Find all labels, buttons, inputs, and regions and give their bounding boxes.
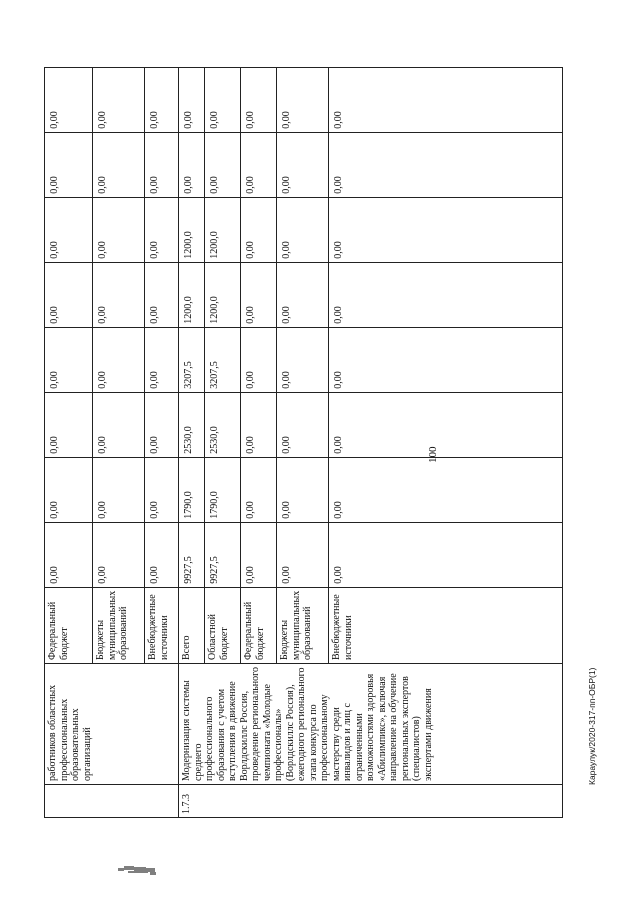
source-cell: Всего bbox=[179, 587, 205, 663]
source-cell: Бюджеты муниципальных образований bbox=[277, 587, 329, 663]
value-cell: 0,00 bbox=[145, 67, 179, 132]
value-cell: 0,00 bbox=[145, 327, 179, 392]
source-cell: Областной бюджет bbox=[205, 587, 241, 663]
value-cell: 0,00 bbox=[277, 132, 329, 197]
value-cell: 0,00 bbox=[93, 327, 145, 392]
value-cell: 0,00 bbox=[329, 197, 563, 262]
value-cell: 0,00 bbox=[93, 67, 145, 132]
value-cell: 9927,5 bbox=[179, 522, 205, 587]
value-cell: 0,00 bbox=[93, 197, 145, 262]
value-cell: 0,00 bbox=[45, 522, 93, 587]
value-cell: 1790,0 bbox=[205, 457, 241, 522]
source-cell: Внебюджетные источники bbox=[329, 587, 563, 663]
value-cell: 0,00 bbox=[93, 522, 145, 587]
value-cell: 0,00 bbox=[179, 132, 205, 197]
value-cell: 1200,0 bbox=[179, 197, 205, 262]
activity-name-cell: Модернизация системы среднего профессионального образования с учетом вступления в движение Ворлдскиллс Россия, проведение регионального чемпионата «Молодые профессионалы» (Ворлдскиллс Россия), ежегодного регионального этапа конкурса по профессиональному мастерству среди инвалидов и лиц с ограниченными возможностями здоровья «Абилимпикс», включая направление на обучение региональных экспертов (специалистов) экспертами движения bbox=[179, 664, 563, 785]
value-cell: 0,00 bbox=[277, 457, 329, 522]
page-number: 100 bbox=[427, 446, 439, 463]
value-cell: 0,00 bbox=[205, 132, 241, 197]
value-cell: 2530,0 bbox=[205, 392, 241, 457]
value-cell: 0,00 bbox=[329, 67, 563, 132]
value-cell: 0,00 bbox=[241, 197, 277, 262]
value-cell: 0,00 bbox=[277, 67, 329, 132]
value-cell: 0,00 bbox=[145, 392, 179, 457]
value-cell: 0,00 bbox=[241, 392, 277, 457]
value-cell: 0,00 bbox=[45, 197, 93, 262]
value-cell: 0,00 bbox=[45, 392, 93, 457]
index-cell: 1.7.3 bbox=[179, 785, 563, 818]
source-cell: Федеральный бюджет bbox=[45, 587, 93, 663]
value-cell: 9927,5 bbox=[205, 522, 241, 587]
source-cell: Внебюджетные источники bbox=[145, 587, 179, 663]
value-cell: 0,00 bbox=[145, 132, 179, 197]
value-cell: 0,00 bbox=[241, 132, 277, 197]
value-cell: 0,00 bbox=[241, 457, 277, 522]
value-cell: 1200,0 bbox=[205, 262, 241, 327]
value-cell: 0,00 bbox=[145, 522, 179, 587]
value-cell: 0,00 bbox=[241, 522, 277, 587]
source-cell: Бюджеты муниципальных образований bbox=[93, 587, 145, 663]
value-cell: 0,00 bbox=[241, 327, 277, 392]
value-cell: 0,00 bbox=[93, 457, 145, 522]
value-cell: 0,00 bbox=[329, 457, 563, 522]
value-cell: 0,00 bbox=[277, 262, 329, 327]
source-cell: Федеральный бюджет bbox=[241, 587, 277, 663]
value-cell: 0,00 bbox=[179, 67, 205, 132]
value-cell: 0,00 bbox=[277, 392, 329, 457]
value-cell: 3207,5 bbox=[179, 327, 205, 392]
value-cell: 0,00 bbox=[45, 457, 93, 522]
value-cell: 0,00 bbox=[45, 327, 93, 392]
value-cell: 0,00 bbox=[329, 132, 563, 197]
value-cell: 0,00 bbox=[45, 132, 93, 197]
value-cell: 0,00 bbox=[241, 262, 277, 327]
value-cell: 1200,0 bbox=[179, 262, 205, 327]
value-cell: 2530,0 bbox=[179, 392, 205, 457]
activity-name-cell: работников областных профессиональных образовательных организаций bbox=[45, 664, 179, 785]
value-cell: 0,00 bbox=[329, 392, 563, 457]
value-cell: 0,00 bbox=[93, 132, 145, 197]
value-cell: 0,00 bbox=[241, 67, 277, 132]
value-cell: 0,00 bbox=[93, 262, 145, 327]
value-cell: 0,00 bbox=[329, 522, 563, 587]
value-cell: 0,00 bbox=[93, 392, 145, 457]
value-cell: 1790,0 bbox=[179, 457, 205, 522]
value-cell: 0,00 bbox=[45, 67, 93, 132]
value-cell: 0,00 bbox=[145, 197, 179, 262]
value-cell: 0,00 bbox=[45, 262, 93, 327]
value-cell: 0,00 bbox=[277, 197, 329, 262]
value-cell: 0,00 bbox=[205, 67, 241, 132]
value-cell: 1200,0 bbox=[205, 197, 241, 262]
document-id: Караулук/2020-317-пп-ОБР(1) bbox=[587, 667, 597, 785]
value-cell: 0,00 bbox=[329, 262, 563, 327]
value-cell: 0,00 bbox=[277, 327, 329, 392]
value-cell: 0,00 bbox=[145, 262, 179, 327]
value-cell: 0,00 bbox=[145, 457, 179, 522]
value-cell: 0,00 bbox=[329, 327, 563, 392]
value-cell: 0,00 bbox=[277, 522, 329, 587]
value-cell: 3207,5 bbox=[205, 327, 241, 392]
